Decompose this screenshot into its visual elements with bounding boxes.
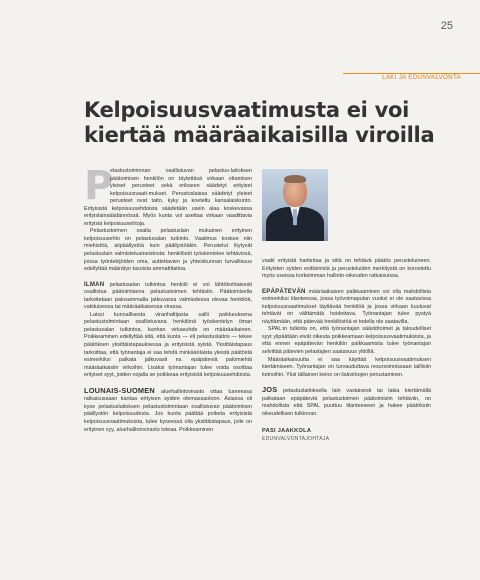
section-label: LAKI JA EDUNVALVONTA [382, 74, 461, 81]
paragraph: Määräaikaisuutta ei saa käyttää kelpoisuusvaatimuksen kiertämiseen. Työnantajan on turvauduttava resurssinnissaan laillisiin keinoihin. Yksi tällainen keino on lisävirkojen perustaminen. [262, 356, 431, 378]
paragraph-text: pelastuslaitoksella lain vastaisesti tai lakia kiertämällä palkataan epäpäteviä pelastustoimen päätoimisiin tehtäviin, on mahdollista että SPAL puuttuu tilanteeseen ja hakee päätöksiin oikeudellisen tulkinnan. [262, 388, 431, 417]
paragraph: SPAL:in tulkinta on, että työnantajan säästötoimet ja taloudelliset syyt ylipäätään eivät oikeuta poikkeamaan kelpoisuusvaatimuksista, ja että ennen epäpätevän henkilön palkkaamista tulee työnantajan selvittää pätevien pelastajien saatavuus yltiöllä. [262, 326, 431, 356]
paragraph [262, 288, 431, 327]
paragraph: Laissi kunnallisesta viranhaltijasta sallii poikkeuksena pelastustoimintaan osallistuvana henkilönä työskentelyn ilman pelastusalan tutkintoa, kunhan virkasuhde on määräaikainen. Poikkeaminen edellyttää sitä, että kunta — eli pelastuslaitos — tekee päätöksen yksittäistapauksessa ja erityisistä syistä. Yksittäistapaus tarkoittaa, että työnantaja ei saa tehdä minkäänlaista yleistä päätöstä esimerkiksi palkata jatkuvasti ns. epäpäteviä palomiehiä määräaikaisiin virkoihin. Lisäksi työnantajan tulee voida osoittaa erityiset syyt, joiden nojalla se poikkeaa erityisistä kelpoisuusehdoista. [84, 311, 252, 379]
runin-heading: JOS [262, 385, 278, 395]
paragraph-text: pelastusalan tutkintoa henkilö ei voi lähtökohtaisesti osallistua päätoimisena pelastustoimen tehtäviin. Päätoimisella tarkoitetaan palosammalla jatkuvassa valmiudessa olevaa henkilöä, vakituisessa tai määräaikaisessa virassa. [84, 281, 252, 311]
intro-paragraph [84, 163, 252, 228]
intro-text: elastustoiminnan osallistuvan pelastus-laitoksen päätoimisen henkilön on täytettävä virkaan ottamisen yleiset perusteet sekä erikseen säädetyt erityiset kelpoisuusvaati-mukset. Perustuslaissa säädetyt yleiset perusteet ovat taito, kyky ja koeteltu kansalaiskunto. Erityisistä kelpoisuusehdoista säädetään usein alaa koskevassa erityislainsäädännössä. Myös kunta voi asettaa virkaan vaadittavia erityisiä kelpoisuusehtoja. [84, 168, 252, 227]
author-title: EDUNVALVONTAJOHTAJA [262, 435, 330, 442]
paragraph-text: aluehallintovirasto ottaa tuoreessa ratkaisussaan kantaa erityisen syiden olemassaoloon. Asiassa oli kyse pelastuslaitoksen pelastustoimintaan osallistuvan päätoimisen päällystön kelpoisuudesta. Jos kunta päättää poiketa erityisistä kelpoisuusvaatimuksista, tulee kyseessä olla yksittäistapaus, jolle on erityinen syy, aluehallintovirasto toteaa. Poikkeaminen [84, 388, 252, 433]
article-headline: Kelpoisuusvaatimusta ei voi kiertää määräaikaisilla viroilla [84, 98, 435, 147]
paragraph [262, 386, 431, 418]
author-name: PASI JAAKKOLA [262, 428, 312, 435]
runin-heading: ILMAN [84, 280, 105, 288]
runin-heading: EPÄPÄTEVÄN [262, 287, 306, 295]
paragraph: vaatii erityistä harkintaa ja siitä on tehtävä päätös perusteluineen. Erityisten syiden esittämistä ja perusteluiden merkitystä on korostettu myös useissa korkeimman hallinto-oikeuden ratkaisuissa. [262, 258, 431, 280]
drop-cap: P [84, 163, 114, 209]
author-photo [262, 169, 328, 241]
paragraph [84, 281, 252, 312]
paragraph: Pelastustoimen osalta pelastuslain mukainen erityinen kelpoisuusehto on pelastusalan tutkinto. Vaatimus koskee niin miehistöä, alipäällystöä kuin päällystöäkin. Perustelut löytyvät pelastuslain valmisteluaineistosta: henkilöstö työskentelee tehtävissä, joissa työntekijöiden oma, auttettavien ja yhteiskunnan turvallisuus edellyttää määrätyn tasoista ammattitaitoa. [84, 228, 252, 273]
page-number: 25 [440, 20, 453, 32]
article-column-right [262, 169, 431, 443]
article-column-left [84, 163, 252, 434]
runin-heading: LOUNAIS-SUOMEN [84, 385, 155, 395]
paragraph [84, 387, 252, 434]
paragraph-text: määräaikaisen palkkaaminen voi olla mahdollista esimerkiksi tilanteessa, jossa työvoimapulan vuoksi ei ole saatavissa kelpoisuusvaatimukset täyttävää henkilöä ja jossa virkaan kuuluvat tehtävät on välttämätä hoidettava. Työnantajan tulee pystyä näyttämään, että pätevää henkilöstöä ei todella ole saatavilla. [262, 288, 431, 325]
